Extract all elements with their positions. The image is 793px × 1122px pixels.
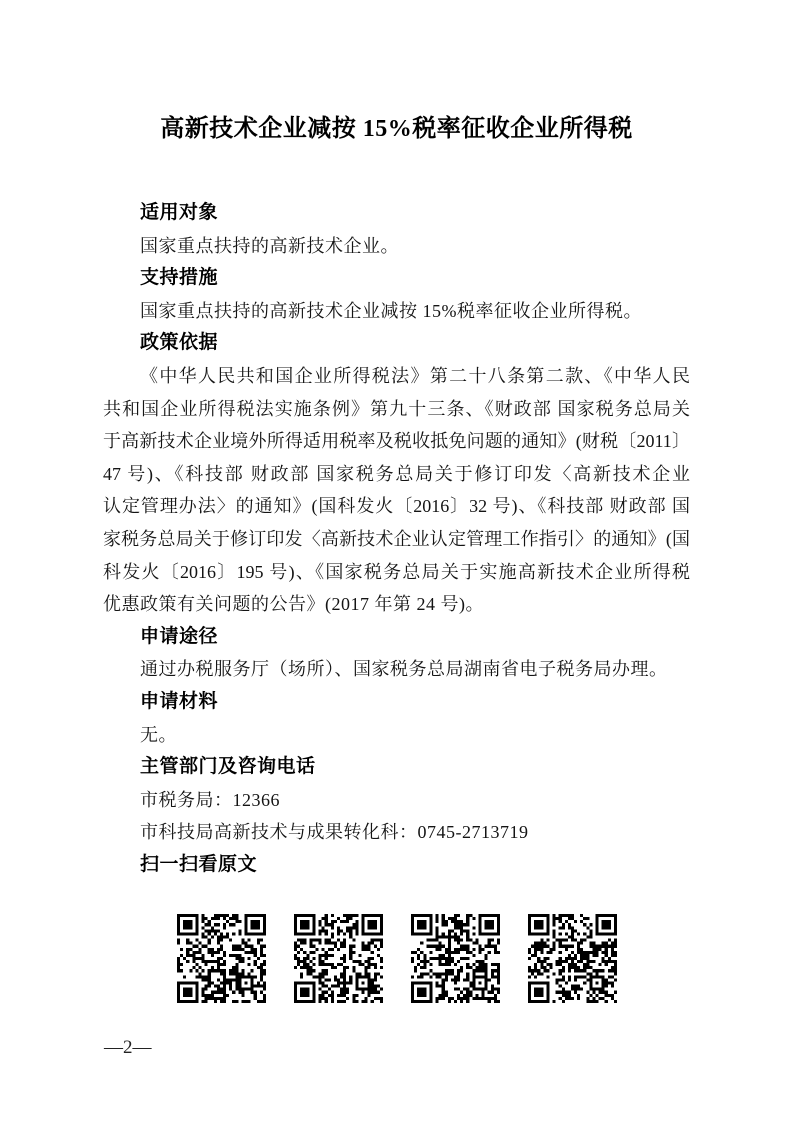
section-heading-scan-original: 扫一扫看原文: [140, 853, 258, 875]
policy-basis-line: 《中华人民共和国企业所得税法》第二十八条第二款、《中华人民: [140, 365, 690, 386]
qr-code: [294, 914, 383, 1003]
qr-code: [177, 914, 266, 1003]
policy-basis-line: 家税务总局关于修订印发〈高新技术企业认定管理工作指引〉的通知》(国: [103, 528, 690, 549]
body-application-channel: 通过办税服务厅（场所）、国家税务总局湖南省电子税务局办理。: [140, 659, 668, 680]
section-heading-application-materials: 申请材料: [140, 690, 219, 712]
policy-basis-line: 47 号)、《科技部 财政部 国家税务总局关于修订印发〈高新技术企业: [103, 463, 690, 484]
page-number: —2—: [104, 1037, 152, 1058]
section-heading-department-phone: 主管部门及咨询电话: [140, 756, 316, 778]
section-heading-application-channel: 申请途径: [140, 625, 219, 647]
body-applicable-objects: 国家重点扶持的高新技术企业。: [140, 235, 399, 256]
body-application-materials: 无。: [140, 724, 177, 745]
policy-basis-line: 共和国企业所得税法实施条例》第九十三条、《财政部 国家税务总局关: [103, 398, 690, 419]
body-tax-bureau-phone: 市税务局：12366: [140, 789, 280, 810]
document-body: [103, 197, 690, 1003]
policy-basis-line: 优惠政策有关问题的公告》(2017 年第 24 号)。: [103, 594, 484, 615]
body-support-measures: 国家重点扶持的高新技术企业减按 15%税率征收企业所得税。: [140, 300, 642, 321]
qr-code-row: [177, 914, 690, 1003]
page-title: 高新技术企业减按 15%税率征收企业所得税: [160, 116, 633, 142]
policy-basis-line: 认定管理办法〉的通知》(国科发火〔2016〕32 号)、《科技部 财政部 国: [103, 496, 690, 517]
qr-code: [411, 914, 500, 1003]
document-content: [103, 112, 690, 1003]
section-heading-support-measures: 支持措施: [140, 267, 219, 289]
section-heading-policy-basis: 政策依据: [140, 332, 219, 354]
policy-basis-line: 于高新技术企业境外所得适用税率及税收抵免问题的通知》(财税〔2011〕: [103, 431, 690, 452]
section-heading-applicable-objects: 适用对象: [140, 202, 219, 223]
policy-basis-line: 科发火〔2016〕195 号)、《国家税务总局关于实施高新技术企业所得税: [103, 561, 690, 582]
qr-code: [528, 914, 617, 1003]
body-science-bureau-phone: 市科技局高新技术与成果转化科：0745-2713719: [140, 822, 529, 843]
